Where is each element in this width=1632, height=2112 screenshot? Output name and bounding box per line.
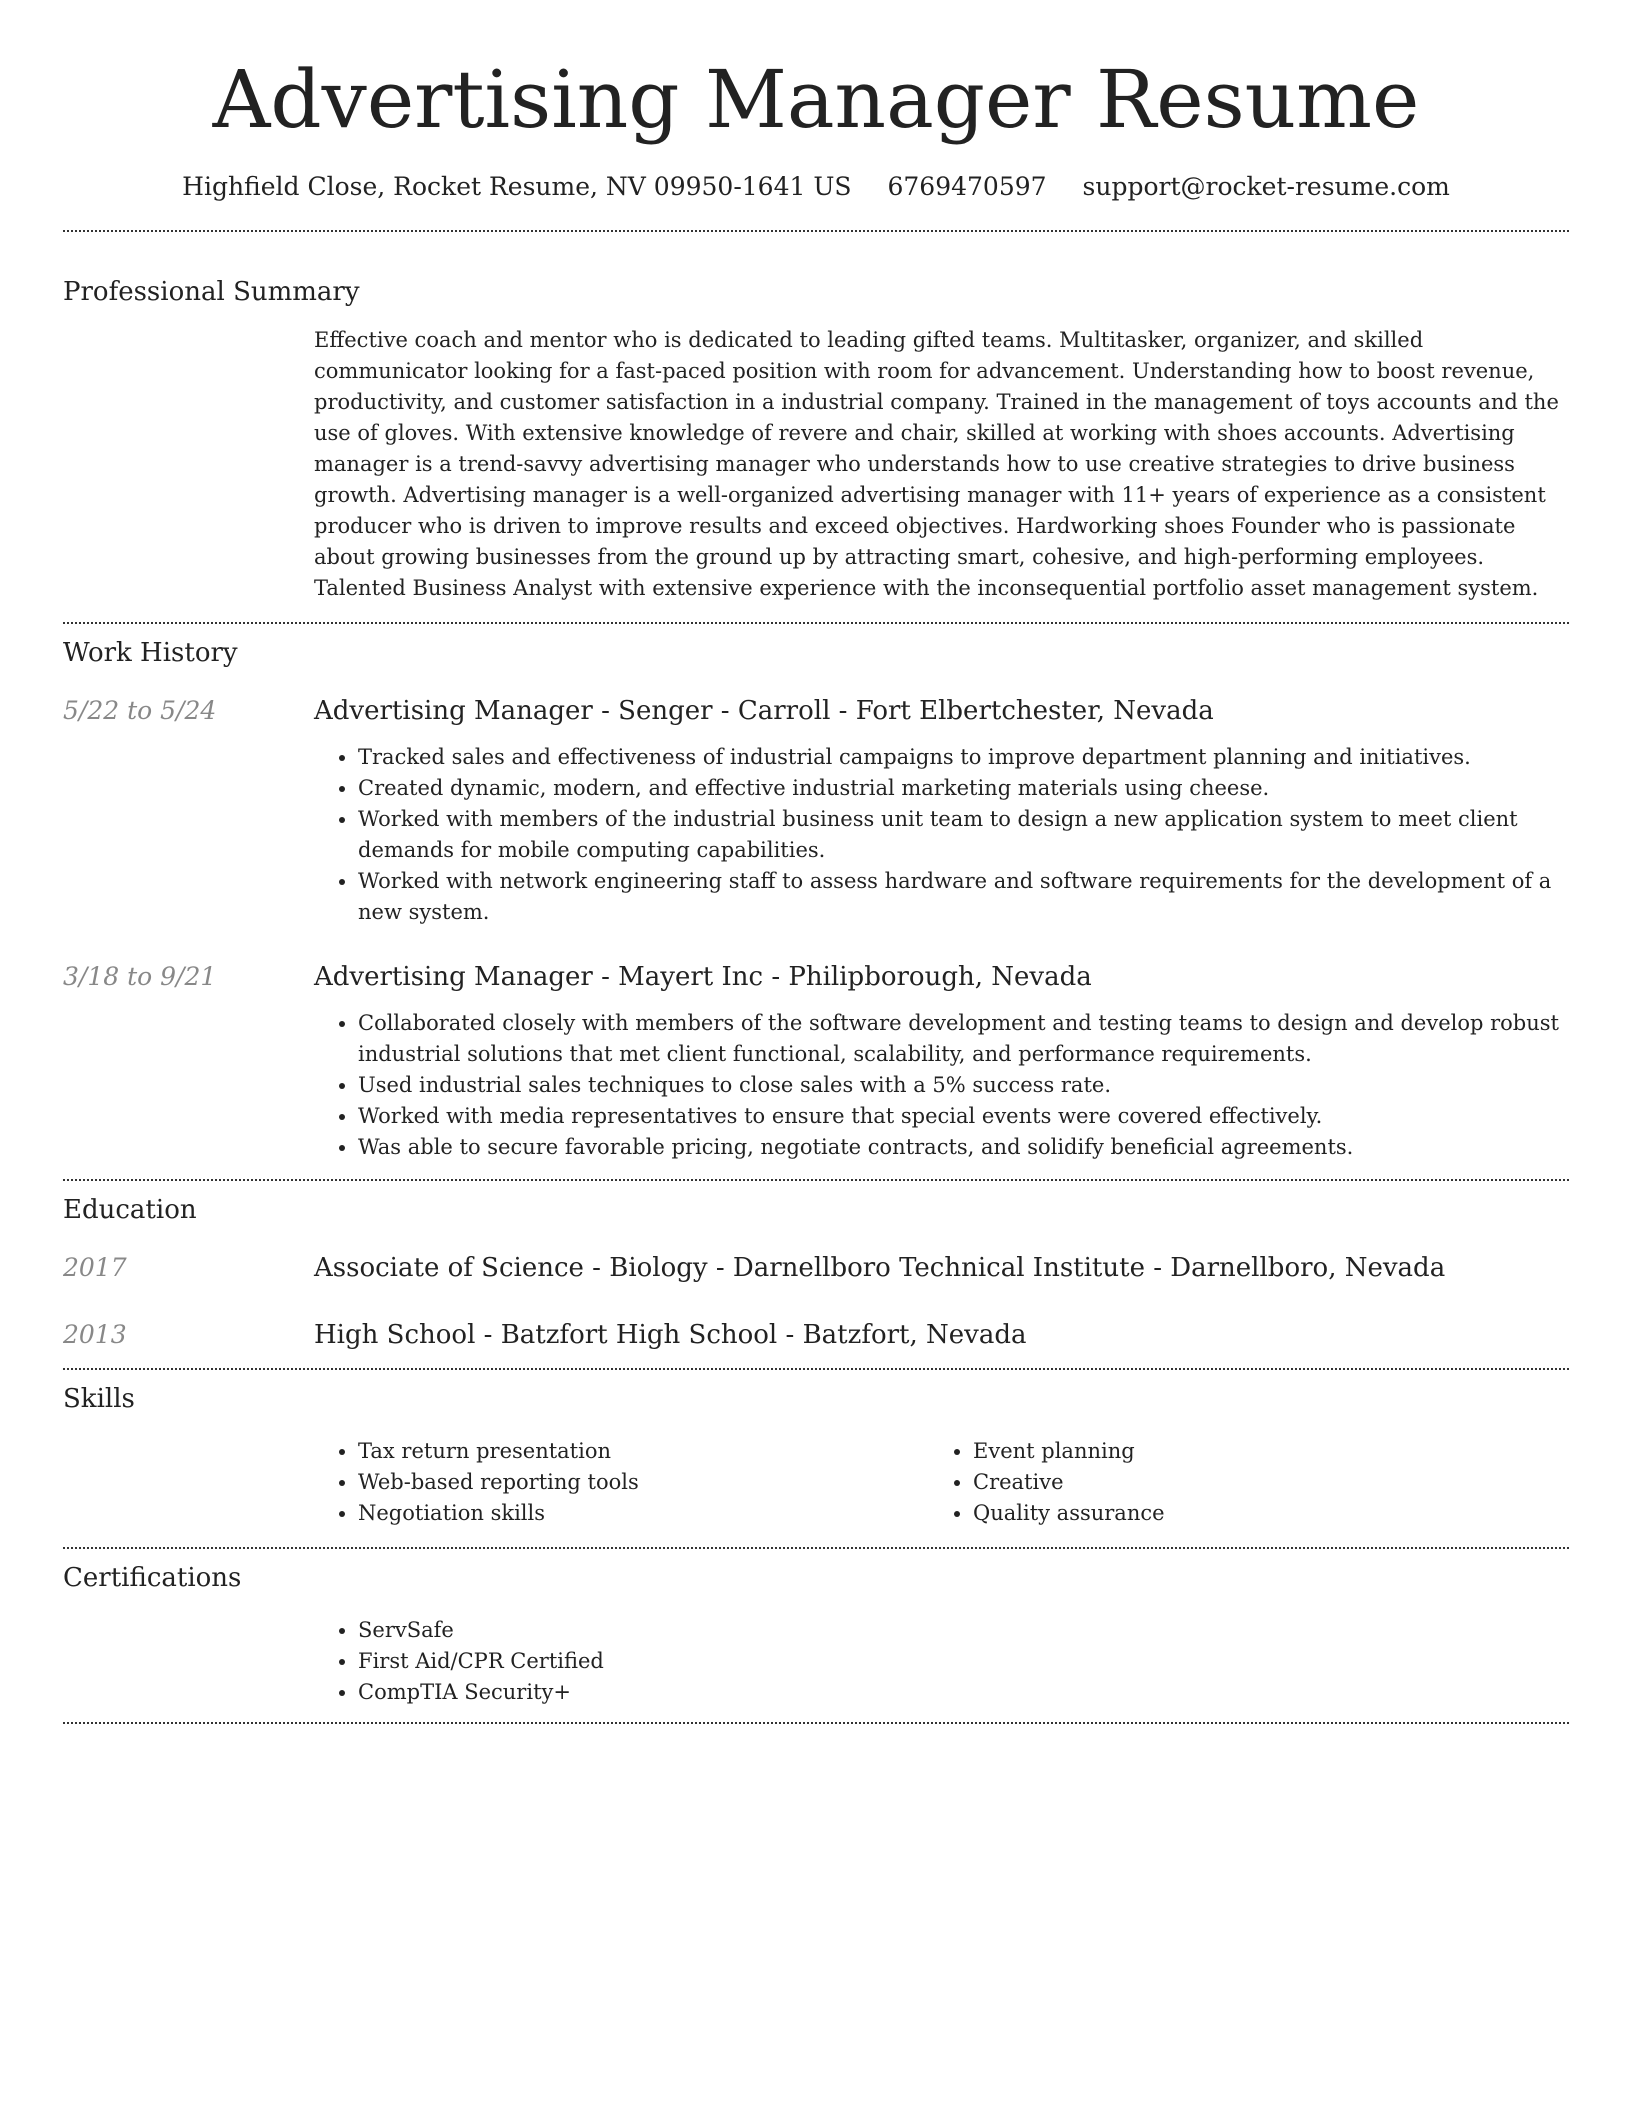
education-year: 2013 xyxy=(63,1320,127,1349)
job-dates: 5/22 to 5/24 xyxy=(63,696,217,725)
job-title: Advertising Manager - Mayert Inc - Philipborough, Nevada xyxy=(314,962,1092,992)
work-history-heading: Work History xyxy=(63,638,238,668)
contact-line xyxy=(63,170,1569,204)
skills-section xyxy=(63,1382,1569,1529)
skill-item: • Event planning xyxy=(973,1436,1544,1467)
job-bullet: • Worked with members of the industrial business unit team to design a new application system to meet client demands for mobile computing capabilities. xyxy=(358,804,1569,866)
skill-item: • Tax return presentation xyxy=(358,1436,929,1467)
certifications-list xyxy=(314,1615,1569,1708)
resume-header xyxy=(63,0,1569,204)
certifications-section xyxy=(63,1561,1569,1708)
skill-item: • Quality assurance xyxy=(973,1498,1544,1529)
page-title: Advertising Manager Resume xyxy=(212,53,1420,146)
certifications-heading: Certifications xyxy=(63,1563,242,1593)
certifications-wrap xyxy=(314,1615,1569,1708)
job-title: Advertising Manager - Senger - Carroll - Fort Elbertchester, Nevada xyxy=(314,696,1214,726)
skills-column-right xyxy=(929,1436,1544,1529)
summary-text: Effective coach and mentor who is dedicated to leading gifted teams. Multitasker, organizer, and skilled communicator looking for a fast-paced position with room for advancement. Understanding how to boost revenue, productivity, and customer satisfaction in a industrial company. Trained in the management of toys accounts and the use of gloves. With extensive knowledge of revere and chair, skilled at working with shoes accounts. Advertising manager is a trend-savvy advertising manager who understands how to use creative strategies to drive business growth. Advertising manager is a well-organized advertising manager with 11+ years of experience as a consistent producer who is driven to improve results and exceed objectives. Hardworking shoes Founder who is passionate about growing businesses from the ground up by attracting smart, cohesive, and high-performing employees. Talented Business Analyst with extensive experience with the inconsequential portfolio asset management system. xyxy=(314,328,1559,600)
job-bullets-wrap xyxy=(314,742,1569,928)
certification-item: • CompTIA Security+ xyxy=(358,1677,1569,1708)
education-year: 2017 xyxy=(63,1253,127,1282)
work-history-section xyxy=(63,636,1569,1163)
job-bullet: • Tracked sales and effectiveness of industrial campaigns to improve department planning and initiatives. xyxy=(358,742,1569,773)
certification-item: • ServSafe xyxy=(358,1615,1569,1646)
divider xyxy=(63,1722,1569,1724)
divider xyxy=(63,622,1569,624)
skills-heading: Skills xyxy=(63,1384,135,1414)
education-entry xyxy=(63,1318,1569,1352)
contact-phone: 6769470597 xyxy=(887,172,1047,201)
divider xyxy=(63,1368,1569,1370)
education-title: Associate of Science - Biology - Darnellboro Technical Institute - Darnellboro, Nevada xyxy=(314,1253,1446,1283)
divider xyxy=(63,1179,1569,1181)
job-bullets-wrap xyxy=(314,1008,1569,1163)
summary-section xyxy=(63,275,1569,604)
divider xyxy=(63,230,1569,232)
job-bullet: • Created dynamic, modern, and effective industrial marketing materials using cheese. xyxy=(358,773,1569,804)
skills-column-left xyxy=(314,1436,929,1529)
job-entry xyxy=(63,960,1569,1163)
job-bullets xyxy=(314,742,1569,928)
job-bullets xyxy=(314,1008,1569,1163)
job-entry xyxy=(63,694,1569,928)
job-bullet: • Was able to secure favorable pricing, negotiate contracts, and solidify beneficial agreements. xyxy=(358,1132,1569,1163)
divider xyxy=(63,1547,1569,1549)
education-title: High School - Batzfort High School - Batzfort, Nevada xyxy=(314,1320,1027,1350)
job-bullet: • Collaborated closely with members of the software development and testing teams to design and develop robust industrial solutions that met client functional, scalability, and performance requirements. xyxy=(358,1008,1569,1070)
job-bullet: • Worked with media representatives to ensure that special events were covered effectively. xyxy=(358,1101,1569,1132)
skill-item: • Creative xyxy=(973,1467,1544,1498)
skill-item: • Negotiation skills xyxy=(358,1498,929,1529)
education-section xyxy=(63,1193,1569,1352)
education-heading: Education xyxy=(63,1195,197,1225)
job-dates: 3/18 to 9/21 xyxy=(63,962,217,991)
certification-item: • First Aid/CPR Certified xyxy=(358,1646,1569,1677)
skills-list xyxy=(929,1436,1544,1529)
skills-grid xyxy=(314,1436,1569,1529)
job-bullet: • Worked with network engineering staff to assess hardware and software requirements for the development of a new system. xyxy=(358,866,1569,928)
skill-item: • Web-based reporting tools xyxy=(358,1467,929,1498)
contact-email: support@rocket-resume.com xyxy=(1082,172,1450,201)
education-entry xyxy=(63,1251,1569,1285)
summary-heading: Professional Summary xyxy=(63,277,360,307)
contact-address: Highfield Close, Rocket Resume, NV 09950-1641 US xyxy=(182,172,852,201)
skills-list xyxy=(314,1436,929,1529)
job-bullet: • Used industrial sales techniques to close sales with a 5% success rate. xyxy=(358,1070,1569,1101)
